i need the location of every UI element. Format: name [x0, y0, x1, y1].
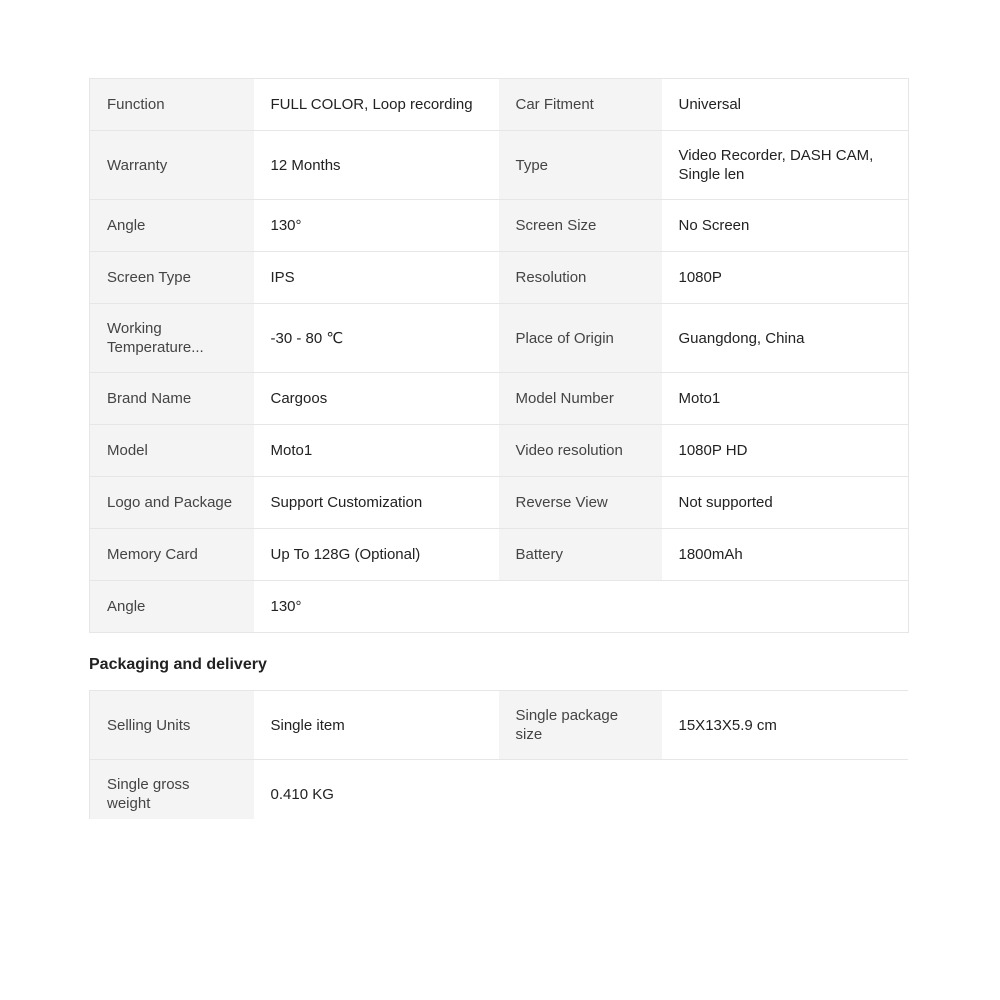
attribute-value: FULL COLOR, Loop recording	[254, 79, 499, 131]
attribute-row	[90, 131, 909, 200]
packaging-table	[89, 690, 908, 819]
attributes-table	[89, 78, 909, 633]
attribute-value: 1080P HD	[662, 425, 909, 477]
attribute-value: Moto1	[662, 373, 909, 425]
attribute-value: IPS	[254, 252, 499, 304]
attribute-label: Place of Origin	[499, 304, 662, 373]
attribute-row	[90, 477, 909, 529]
attribute-value: Moto1	[254, 425, 499, 477]
attribute-row	[90, 425, 909, 477]
attribute-label: Model Number	[499, 373, 662, 425]
attribute-label: Warranty	[90, 131, 254, 200]
attribute-value: Support Customization	[254, 477, 499, 529]
packaging-row	[90, 691, 909, 760]
packaging-section-title: Packaging and delivery	[89, 656, 267, 673]
attribute-value: No Screen	[662, 200, 909, 252]
attribute-label: Brand Name	[90, 373, 254, 425]
attribute-value: Cargoos	[254, 373, 499, 425]
empty-cell	[662, 581, 909, 633]
attribute-value: 130°	[254, 200, 499, 252]
attribute-label: Car Fitment	[499, 79, 662, 131]
attribute-value: 130°	[254, 581, 499, 633]
attribute-label: Working Temperature...	[90, 304, 254, 373]
attribute-label: Memory Card	[90, 529, 254, 581]
attribute-value: 12 Months	[254, 131, 499, 200]
packaging-value: 0.410 KG	[254, 760, 499, 820]
attribute-row	[90, 304, 909, 373]
packaging-row	[90, 760, 909, 820]
packaging-label: Selling Units	[90, 691, 254, 760]
attribute-label: Video resolution	[499, 425, 662, 477]
empty-cell	[499, 581, 662, 633]
attribute-label: Type	[499, 131, 662, 200]
attribute-value: Guangdong, China	[662, 304, 909, 373]
attribute-label: Battery	[499, 529, 662, 581]
attribute-label: Reverse View	[499, 477, 662, 529]
attribute-value: Universal	[662, 79, 909, 131]
empty-cell	[662, 760, 909, 820]
attribute-row	[90, 373, 909, 425]
attribute-label: Angle	[90, 581, 254, 633]
packaging-label: Single gross weight	[90, 760, 254, 820]
attribute-row	[90, 529, 909, 581]
attribute-value: Video Recorder, DASH CAM, Single len	[662, 131, 909, 200]
attribute-row	[90, 252, 909, 304]
attribute-label: Model	[90, 425, 254, 477]
attribute-label: Resolution	[499, 252, 662, 304]
attribute-label: Function	[90, 79, 254, 131]
attribute-value: Not supported	[662, 477, 909, 529]
attribute-label: Screen Type	[90, 252, 254, 304]
attribute-value: 1800mAh	[662, 529, 909, 581]
attribute-label: Screen Size	[499, 200, 662, 252]
empty-cell	[499, 760, 662, 820]
attribute-value: 1080P	[662, 252, 909, 304]
packaging-label: Single package size	[499, 691, 662, 760]
attribute-value: -30 - 80 ℃	[254, 304, 499, 373]
attribute-row	[90, 79, 909, 131]
packaging-table-container	[89, 690, 908, 819]
packaging-value: Single item	[254, 691, 499, 760]
attribute-row	[90, 581, 909, 633]
attribute-value: Up To 128G (Optional)	[254, 529, 499, 581]
packaging-value: 15X13X5.9 cm	[662, 691, 909, 760]
attribute-label: Angle	[90, 200, 254, 252]
attribute-label: Logo and Package	[90, 477, 254, 529]
attribute-row	[90, 200, 909, 252]
